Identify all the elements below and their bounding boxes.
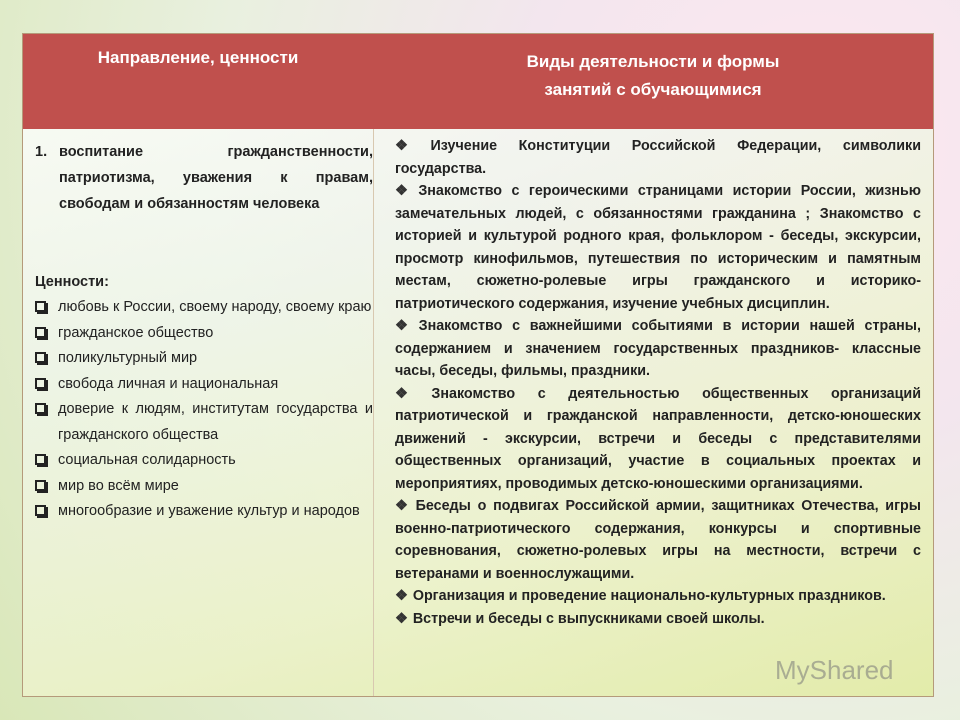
header-activities-line2: занятий с обучающимися	[544, 80, 762, 99]
direction-cell	[35, 139, 373, 525]
activities-table	[22, 33, 934, 697]
activity-item	[395, 495, 921, 585]
header-activities-line1: Виды деятельности и формы	[526, 52, 780, 71]
activity-item	[395, 608, 921, 631]
activity-text: Изучение Конституции Российской Федерации, символики государства.	[395, 138, 921, 177]
list-item	[35, 474, 373, 500]
value-text: свобода личная и национальная	[58, 375, 279, 392]
column-divider	[373, 129, 374, 696]
activity-item	[395, 383, 921, 496]
header-direction: Направление, ценности	[97, 48, 299, 67]
diamond-bullet-icon: ❖	[395, 183, 414, 199]
table-header	[23, 34, 933, 129]
direction-text: воспитание гражданственности, патриотизма, уважения к правам, свободам и обязанностям человека	[59, 144, 373, 212]
value-text: гражданское общество	[58, 324, 214, 341]
list-item	[35, 397, 373, 448]
diamond-bullet-icon: ❖	[395, 138, 426, 154]
activity-text: Организация и проведение национально-культурных праздников.	[412, 588, 886, 604]
checkbox-bullet-icon	[35, 301, 46, 312]
direction-number: 1.	[35, 144, 48, 160]
activity-text: Встречи и беседы с выпускниками своей школы.	[412, 610, 765, 627]
value-text: социальная солидарность	[58, 452, 236, 468]
activity-text: Знакомство с героическими страницами истории России, жизнью замечательных людей, с обязанностями гражданина ; Знакомство с историей и культурой родного края, фольклором - беседы, экскурсии, просмотр кинофильмов, путешествия по историческим и памятным местам, сюжетно-ролевые игры гражданского и историко-патриотического содержания, изучение учебных дисциплин.	[395, 183, 921, 312]
checkbox-bullet-icon	[35, 454, 46, 465]
values-list	[35, 295, 373, 525]
list-item	[35, 346, 373, 372]
diamond-bullet-icon: ❖	[395, 318, 414, 334]
value-text: мир во всём мире	[58, 477, 179, 494]
value-text: доверие к людям, институтам государства и гражданского общества	[58, 401, 373, 443]
activity-item	[395, 135, 921, 180]
values-title: Ценности:	[35, 274, 109, 290]
direction-item	[35, 139, 373, 217]
diamond-bullet-icon: ❖	[395, 385, 427, 402]
watermark-logo: MyShared	[775, 655, 894, 685]
checkbox-bullet-icon	[35, 352, 46, 363]
list-item	[35, 372, 373, 398]
value-text: поликультурный мир	[58, 350, 198, 366]
checkbox-bullet-icon	[35, 403, 46, 414]
list-item	[35, 295, 373, 321]
diamond-bullet-icon: ❖	[395, 610, 408, 627]
checkbox-bullet-icon	[35, 480, 46, 491]
header-activities	[373, 48, 933, 104]
value-text: многообразие и уважение культур и народов	[58, 503, 360, 519]
diamond-bullet-icon: ❖	[395, 498, 411, 514]
activity-item	[395, 315, 921, 383]
list-item	[35, 448, 373, 474]
diamond-bullet-icon: ❖	[395, 588, 408, 604]
activity-item	[395, 585, 921, 608]
list-item	[35, 321, 373, 347]
checkbox-bullet-icon	[35, 505, 46, 516]
activity-text: Знакомство с важнейшими событиями в истории нашей страны, содержанием и значением государственных праздников- классные часы, беседы, фильмы, праздники.	[395, 318, 921, 379]
activity-text: Знакомство с деятельностью общественных организаций патриотической и гражданской направленности, детско-юношеских движений - экскурсии, встречи и беседы с представителями общественных организаций, участие в социальных проектах и мероприятиях, проводимых детско-юношескими организациями.	[395, 385, 921, 492]
activity-text: Беседы о подвигах Российской армии, защитниках Отечества, игры военно-патриотического содержания, конкурсы и спортивные соревнования, сюжетно-ролевых игры на местности, встречи с ветеранами и военнослужащими.	[395, 498, 921, 582]
checkbox-bullet-icon	[35, 327, 46, 338]
list-item	[35, 499, 373, 525]
activities-cell	[395, 135, 921, 630]
checkbox-bullet-icon	[35, 378, 46, 389]
value-text: любовь к России, своему народу, своему краю	[58, 299, 372, 315]
activity-item	[395, 180, 921, 315]
